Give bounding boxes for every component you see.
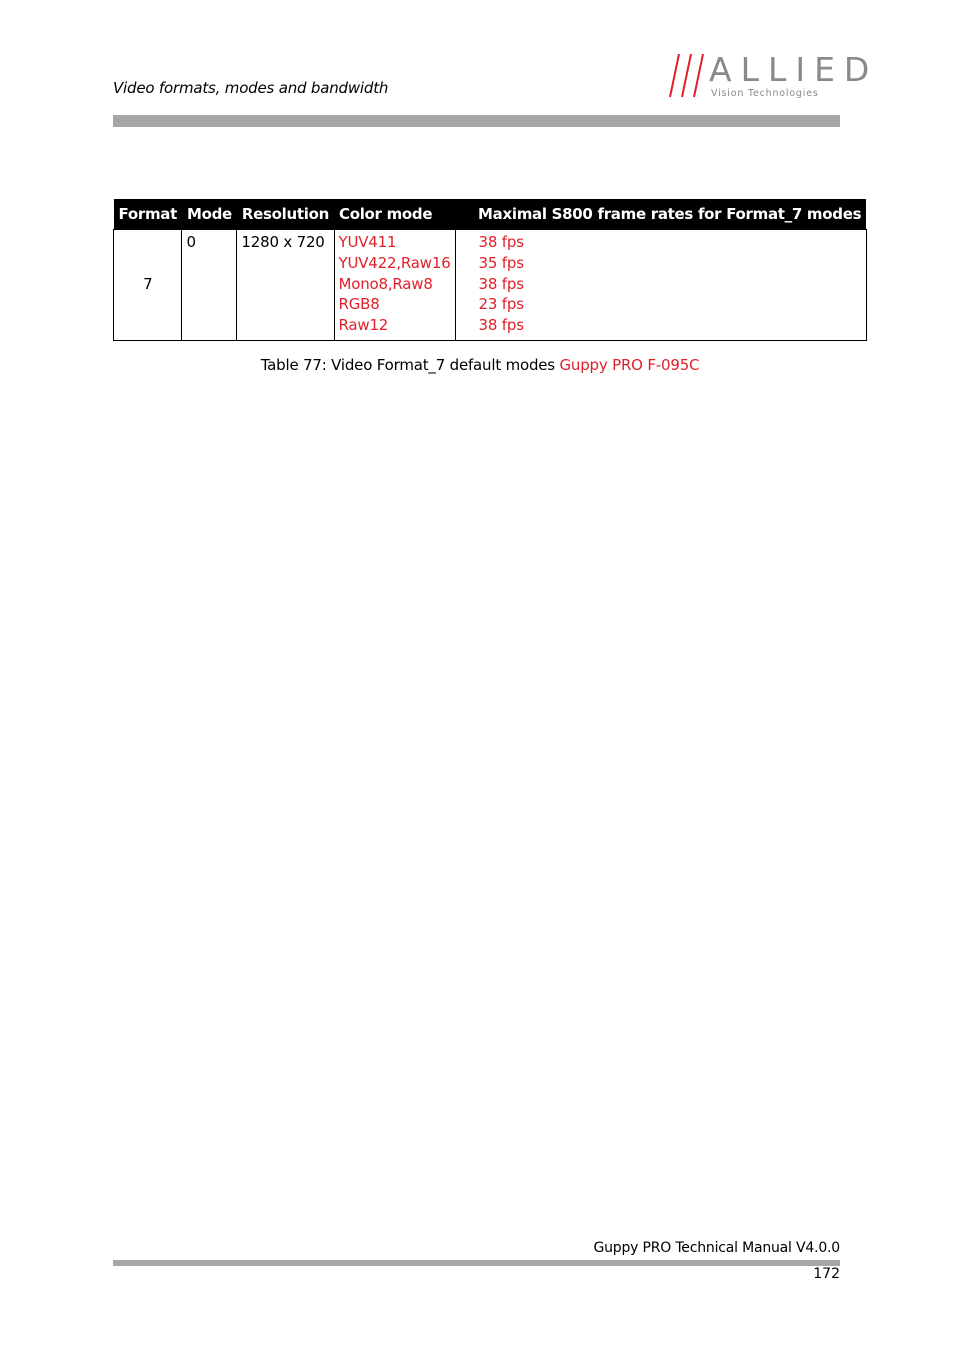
- table-caption: [0, 356, 954, 374]
- logo-slashes-icon: [666, 54, 710, 98]
- column-header-mode: Mode: [182, 199, 237, 230]
- cell-mode: 0: [182, 230, 237, 341]
- frame-rate-link[interactable]: 35 fps: [478, 253, 524, 272]
- caption-text: Table 77: Video Format_7 default modes: [260, 356, 560, 374]
- column-header-color-mode: Color mode: [334, 199, 455, 230]
- cell-format: 7: [114, 230, 182, 341]
- frame-rate-link[interactable]: 38 fps: [478, 233, 524, 251]
- logo-tagline: Vision Technologies: [711, 88, 819, 99]
- page-number: 172: [813, 1266, 840, 1282]
- format7-modes-table: [113, 199, 867, 341]
- frame-rate-link[interactable]: 38 fps: [478, 316, 524, 335]
- color-mode-link[interactable]: Raw12: [338, 316, 389, 335]
- section-title: Video formats, modes and bandwidth: [113, 79, 389, 97]
- footer-manual-title: Guppy PRO Technical Manual V4.0.0: [593, 1240, 840, 1256]
- cell-frame-rates: [455, 230, 866, 341]
- column-header-format: Format: [114, 199, 182, 230]
- table-header-row: [114, 199, 867, 230]
- logo-wordmark: ALLIED: [709, 50, 879, 89]
- frame-rate-link[interactable]: 38 fps: [478, 274, 524, 293]
- column-header-resolution: Resolution: [237, 199, 334, 230]
- column-header-frame-rates: Maximal S800 frame rates for Format_7 modes: [455, 199, 866, 230]
- color-mode-link[interactable]: Mono8,Raw8: [338, 274, 433, 293]
- color-mode-link[interactable]: RGB8: [338, 295, 380, 314]
- color-mode-link[interactable]: YUV411: [338, 233, 397, 251]
- caption-camera-link[interactable]: Guppy PRO F-095C: [559, 356, 700, 374]
- allied-logo: [666, 50, 879, 102]
- frame-rate-link[interactable]: 23 fps: [478, 295, 524, 314]
- table-row: [114, 230, 867, 341]
- color-mode-link[interactable]: YUV422,Raw16: [338, 253, 451, 272]
- cell-resolution: 1280 x 720: [237, 230, 334, 341]
- header-divider: [113, 115, 840, 127]
- cell-color-modes: [334, 230, 455, 341]
- footer-divider: [113, 1260, 840, 1266]
